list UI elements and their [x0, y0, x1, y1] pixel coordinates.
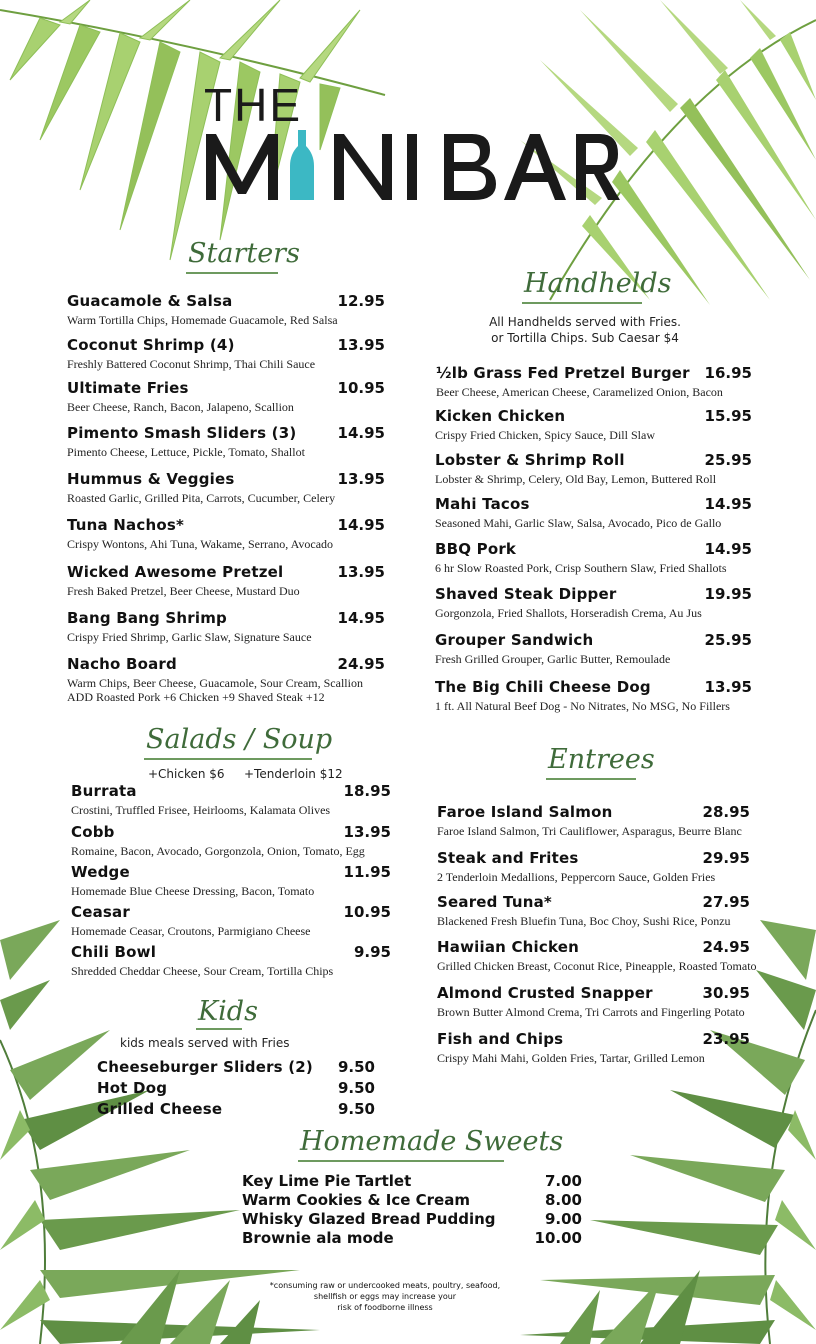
- disclaimer-line: shellfish or eggs may increase your: [313, 1292, 457, 1301]
- entrees-underline: [546, 778, 636, 780]
- sweets-underline: [298, 1160, 504, 1162]
- handhelds-heading: Handhelds: [524, 268, 672, 299]
- kids-underline: [196, 1028, 242, 1030]
- logo-wordmark: [204, 79, 624, 212]
- sweet-item: Warm Cookies & Ice Cream 8.00: [242, 1191, 582, 1209]
- salads-addon-chicken: +Chicken $6: [148, 767, 225, 781]
- starters-heading: Starters: [188, 238, 300, 269]
- handhelds-note-line2: or Tortilla Chips. Sub Caesar $4: [491, 331, 679, 345]
- salads-heading: Salads / Soup: [146, 724, 333, 755]
- logo: [204, 79, 624, 212]
- sweet-item: Brownie ala mode 10.00: [242, 1229, 582, 1247]
- sweet-item: Whisky Glazed Bread Pudding 9.00: [242, 1210, 582, 1228]
- sweets-heading: Homemade Sweets: [300, 1126, 564, 1157]
- bottle-icon: [290, 130, 314, 200]
- entrees-heading: Entrees: [548, 744, 655, 775]
- sweet-item: Key Lime Pie Tartlet 7.00: [242, 1172, 582, 1190]
- kids-heading: Kids: [198, 996, 258, 1027]
- salads-addon-tenderloin: +Tenderloin $12: [244, 767, 343, 781]
- handhelds-note-line1: All Handhelds served with Fries.: [489, 315, 681, 329]
- kids-note: kids meals served with Fries: [120, 1036, 290, 1050]
- disclaimer-line: risk of foodborne illness: [337, 1303, 433, 1312]
- disclaimer: [250, 1280, 520, 1313]
- handhelds-underline: [522, 302, 642, 304]
- starters-underline: [186, 272, 278, 274]
- logo-the: THE: [204, 79, 302, 131]
- disclaimer-line: *consuming raw or undercooked meats, poultry, seafood,: [269, 1281, 501, 1290]
- salads-underline: [144, 758, 312, 760]
